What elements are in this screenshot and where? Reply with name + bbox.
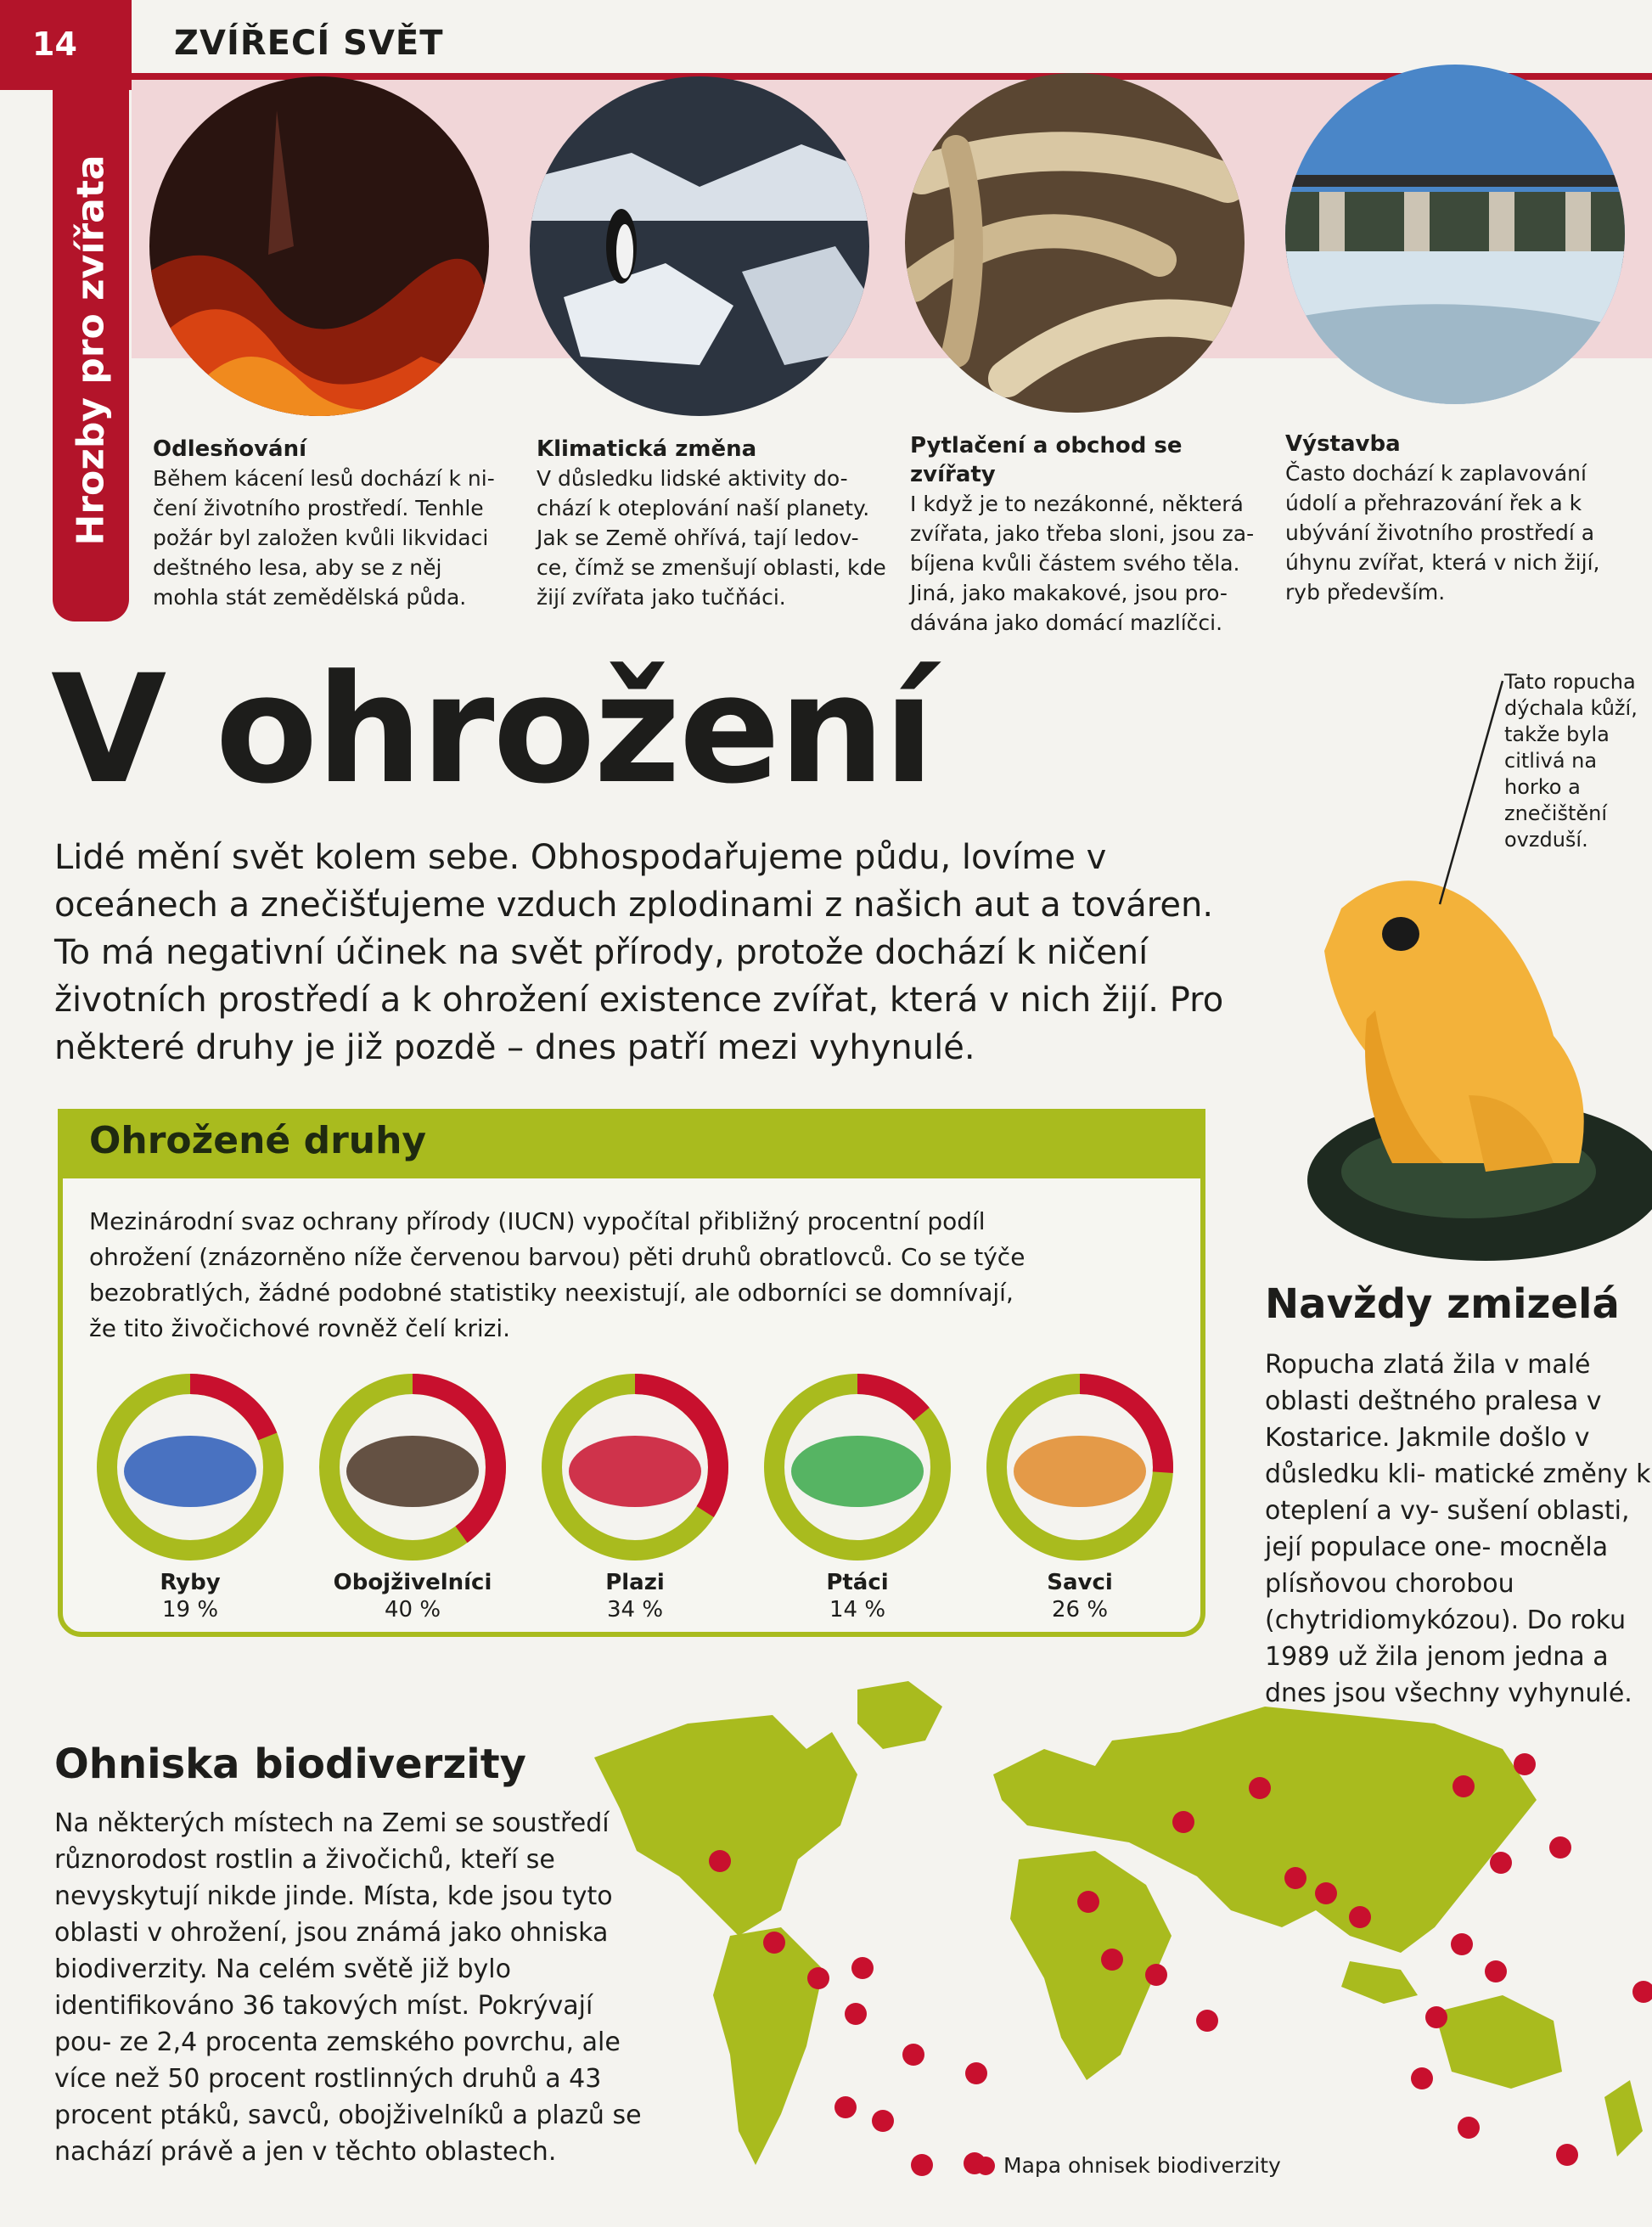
frog-callout-line — [1435, 679, 1511, 908]
gauge-label — [533, 1569, 737, 1623]
hotspot-dot — [872, 2110, 894, 2132]
hotspot-dot — [911, 2154, 933, 2176]
page-headline: V ohrožení — [51, 643, 933, 817]
gauge-category: Savci — [1047, 1570, 1113, 1595]
gauge-value: 40 % — [384, 1597, 441, 1622]
gauge-value: 19 % — [161, 1597, 219, 1622]
animal-icon — [124, 1436, 256, 1507]
threat-poaching — [910, 431, 1267, 638]
hotspot-dot — [1284, 1867, 1306, 1889]
gauge-label — [756, 1569, 959, 1623]
hotspot-dot — [709, 1850, 731, 1872]
gauge-category: Plazi — [605, 1570, 665, 1595]
animal-icon — [791, 1436, 924, 1507]
hotspot-dot — [1453, 1775, 1475, 1797]
threat-text: I když je to nezákonné, některá zvířata, jako třeba sloni, jsou za- bíjena kvůli částem svého těla. Jiná, jako makakové, jsou pro- dávána jako domácí mazlíčci. — [910, 492, 1255, 635]
biodiversity-map — [586, 1656, 1652, 2182]
hotspot-dot — [1514, 1753, 1536, 1775]
hotspot-dot — [1425, 2006, 1447, 2028]
hotspot-dot — [845, 2003, 867, 2025]
hotspot-dot — [1172, 1811, 1194, 1833]
side-tab-label-wrap — [53, 78, 129, 621]
gauge-label — [88, 1569, 292, 1623]
hotspot-dot — [1145, 1964, 1167, 1986]
extinct-title: Navždy zmizelá — [1265, 1280, 1620, 1328]
hotspot-dot — [1196, 2010, 1218, 2032]
hotspot-dot — [1556, 2144, 1578, 2166]
threat-text: Často dochází k zaplavování údolí a přehrazování řek a k ubývání životního prostředí a úhynu zvířat, která v nich žijí, ryb především. — [1285, 461, 1600, 605]
threat-deforestation — [153, 435, 509, 612]
threat-climate — [537, 435, 893, 612]
hotspot-dot — [965, 2062, 987, 2084]
hotspot-dot — [807, 1967, 829, 1989]
endangered-box-title: Ohrožené druhy — [89, 1119, 427, 1162]
hotspot-dot — [1632, 1981, 1652, 2003]
gauge-category: Ptáci — [826, 1570, 889, 1595]
map-legend-label: Mapa ohnisek biodiverzity — [1003, 2153, 1281, 2178]
gauge-3 — [533, 1365, 737, 1569]
page-number: 14 — [0, 0, 132, 90]
animal-icon — [569, 1436, 701, 1507]
gauge-value: 14 % — [829, 1597, 886, 1622]
frog-callout: Tato ropucha dýchala kůží, takže byla citlivá na horko a znečištění ovzduší. — [1504, 670, 1638, 852]
threat-construction — [1285, 430, 1633, 607]
threat-title: Odlesňování — [153, 436, 307, 462]
hotspot-dot — [1349, 1906, 1371, 1928]
gauge-value: 26 % — [1051, 1597, 1109, 1622]
hotspot-dot — [1485, 1960, 1507, 1982]
photo-ice-penguin — [530, 76, 869, 416]
gauge-category: Ryby — [160, 1570, 221, 1595]
hotspot-dot — [1101, 1949, 1123, 1971]
photo-dam — [1285, 65, 1625, 404]
gauge-4 — [756, 1365, 959, 1569]
hotspot-dot — [834, 2096, 857, 2118]
threat-text: V důsledku lidské aktivity do- chází k oteplování naší planety. Jak se Země ohřívá, tají ledov- ce, čímž se zmenšují oblasti, kde žijí zvířata jako tučňáci. — [537, 466, 886, 610]
hotspot-dot — [851, 1957, 874, 1979]
hotspot-dot — [763, 1932, 785, 1954]
section-title: ZVÍŘECÍ SVĚT — [174, 24, 444, 63]
gauge-value: 34 % — [606, 1597, 664, 1622]
gauge-5 — [978, 1365, 1182, 1569]
gauge-label — [978, 1569, 1182, 1623]
gauge-1 — [88, 1365, 292, 1569]
extinct-text: Ropucha zlatá žila v malé oblasti deštného pralesa v Kostarice. Jakmile došlo v důsledku kli- matické změny k oteplení a vy- sušení oblasti, její populace one- mocněla plísňovou chorobou (chytridiomykózou). Do roku 1989 už žila jenom jedna a dnes jsou všechny vyhynulé. — [1265, 1350, 1651, 1708]
endangered-box-text: Mezinárodní svaz ochrany přírody (IUCN) vypočítal přibližný procentní podíl ohrožení (znázorněno níže červenou barvou) pěti druhů obratlovců. Co se týče bezobratlých, žádné podobné statistiky neexistují, ale odborníci se domnívají, že tito živočichové rovněž čelí krizi. — [89, 1207, 1025, 1342]
biodiversity-text: Na některých místech na Zemi se soustředí různorodost rostlin a živočichů, kteří se nevyskytují nikde jinde. Místa, kde jsou tyto oblasti v ohrožení, jsou známá jako ohniska biodiverzity. Na celém světě již bylo identifikováno 36 takových míst. Pokrývají pou- ze 2,4 procenta zemského povrchu, ale více než 50 procent rostlinných druhů a 43 procent ptáků, savců, obojživelníků a plazů se nachází právě a jen v těchto oblastech. — [54, 1808, 642, 2167]
threat-title: Výstavba — [1285, 431, 1401, 457]
hotspot-dot — [1490, 1852, 1512, 1874]
photo-fire — [149, 76, 489, 416]
side-tab-label: Hrozby pro zvířata — [69, 154, 113, 546]
threat-title: Klimatická změna — [537, 436, 757, 462]
hotspot-dot — [1315, 1882, 1337, 1904]
gauge-label — [311, 1569, 514, 1623]
map-legend — [976, 2153, 1281, 2178]
biodiversity-title: Ohniska biodiverzity — [54, 1741, 526, 1788]
hotspot-dot — [1411, 2067, 1433, 2089]
intro-paragraph: Lidé mění svět kolem sebe. Obhospodařujeme půdu, lovíme v oceánech a znečišťujeme vzduch zplodinami z našich aut a továren. To má negativní účinek na svět přírody, protože dochází k ničení životních prostředí a k ohrožení existence zvířat, která v nich žijí. Pro některé druhy je již pozdě – dnes patří mezi vyhynulé. — [54, 838, 1224, 1067]
threat-text: Během kácení lesů dochází k ni- čení životního prostředí. Tenhle požár byl založen kvůli likvidaci deštného lesa, aby se z něj mohla stát zemědělská půda. — [153, 466, 495, 610]
hotspot-dot — [902, 2044, 924, 2066]
photo-ivory-tusks — [905, 73, 1245, 413]
hotspot-dot — [1549, 1836, 1571, 1859]
hotspot-dot — [1249, 1777, 1271, 1799]
gauge-category: Obojživelníci — [333, 1570, 492, 1595]
hotspot-dot — [1458, 2117, 1480, 2139]
animal-icon — [346, 1436, 479, 1507]
hotspot-dot — [1451, 1933, 1473, 1955]
hotspot-dot — [1077, 1891, 1099, 1913]
threat-title: Pytlačení a obchod se zvířaty — [910, 433, 1183, 487]
gauge-2 — [311, 1365, 514, 1569]
legend-dot-icon — [976, 2157, 995, 2175]
animal-icon — [1014, 1436, 1146, 1507]
